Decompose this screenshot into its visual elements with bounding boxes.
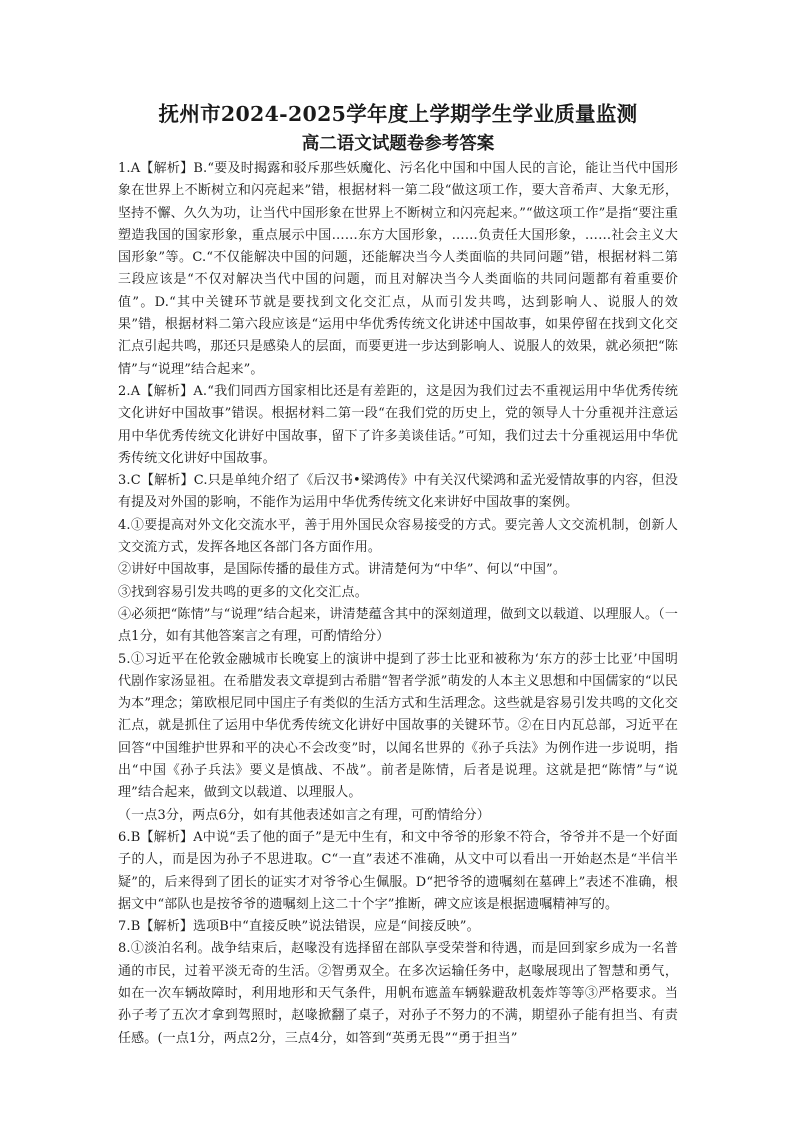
answer-sheet-page (118, 100, 678, 1050)
answer-7: 7.B【解析】选项B中“直接反映”说法错误，应是“间接反映”。 (118, 919, 480, 935)
answer-5-scoring: （一点3分，两点6分，如有其他表述如言之有理，可酌情给分） (118, 807, 490, 823)
page-subtitle: 高二语文试题卷参考答案 (301, 134, 495, 154)
answer-6: 6.B【解析】A中说“丢了他的面子”是无中生有，和文中爷爷的形象不符合，爷爷并不是一个好面子的人，而是因为孙子不思进取。C“一直”表述不准确，从文中可以看出一开始赵杰是“半信半疑”的，后来得到了团长的证实才对爷爷心生佩服。D“把爷爷的遗嘱刻在墓碑上”表述不准确，根据文中“部队也是按爷爷的遗嘱刻上这二十个字”推断，碑文应该是根据遗嘱精神写的。 (118, 829, 678, 912)
answer-4-point-3: ③找到容易引发共鸣的更多的文化交汇点。 (118, 584, 368, 600)
answer-list (118, 158, 678, 1050)
answer-8: 8.①淡泊名利。战争结束后，赵喙没有选择留在部队享受荣誉和待遇，而是回到家乡成为一名普通的市民，过着平淡无奇的生活。②智勇双全。在多次运输任务中，赵喙展现出了智慧和勇气，如在一次车辆故障时，利用地形和天气条件，用帆布遮盖车辆躲避敌机轰炸等等③严格要求。当孙子考了五次才拿到驾照时，赵喙掀翻了桌子，对孙子不努力的不满，期望孙子能有担当、有责任感。(一点1分，两点2分，三点4分，如答到“英勇无畏”“勇于担当” (118, 941, 678, 1046)
answer-4-point-4: ④必须把“陈情”与“说理”结合起来，讲清楚蕴含其中的深刻道理，做到文以载道、以理服人。（一点1分，如有其他答案言之有理，可酌情给分） (118, 606, 678, 645)
answer-3: 3.C【解析】C.只是单纯介绍了《后汉书•梁鸿传》中有关汉代梁鸿和孟光爱情故事的内容，但没有提及对外国的影响，不能作为运用中华优秀传统文化来讲好中国故事的案例。 (118, 473, 678, 511)
page-title: 抚州市2024-2025学年度上学期学生学业质量监测 (158, 102, 638, 126)
answer-5: 5.①习近平在伦敦金融城市长晚宴上的演讲中提到了莎士比亚和被称为‘东方的莎士比亚’中国明代剧作家汤显祖。在希腊发表文章提到古希腊“智者学派”萌发的人本主义思想和中国儒家的“以民为本”理念；第欧根尼同中国庄子有类似的生活方式和生活理念。这些就是容易引发共鸣的文化交汇点，就是抓住了运用中华优秀传统文化讲好中国故事的关键环节。②在日内瓦总部，习近平在回答“中国维护世界和平的决心不会改变”时，以闻名世界的《孙子兵法》为例作进一步说明，指出“中国《孙子兵法》要义是慎战、不战”。前者是陈情，后者是说理。这就是把“陈情”与“说理”结合起来，做到文以载道、以理服人。 (118, 651, 678, 801)
answer-4-point-1: 4.①要提高对外文化交流水平，善于用外国民众容易接受的方式。要完善人文交流机制，创新人文交流方式，发挥各地区各部门各方面作用。 (118, 517, 678, 556)
answer-4-point-2: ②讲好中国故事，是国际传播的最佳方式。讲清楚何为“中华”、何以“中国”。 (118, 562, 566, 578)
answer-2: 2.A【解析】A.“我们同西方国家相比还是有差距的，这是因为我们过去不重视运用中华优秀传统文化讲好中国故事”错误。根据材料二第一段“在我们党的历史上，党的领导人十分重视并注意运用中华优秀传统文化讲好中国故事，留下了许多美谈佳话。”可知，我们过去十分重视运用中华优秀传统文化讲好中国故事。 (118, 383, 678, 466)
answer-1: 1.A【解析】B.“要及时揭露和驳斥那些妖魔化、污名化中国和中国人民的言论，能让当代中国形象在世界上不断树立和闪亮起来”错，根据材料一第二段“做这项工作，要大音希声、大象无形，坚持不懈、久久为功，让当代中国形象在世界上不断树立和闪亮起来。”“做这项工作”是指“要注重塑造我国的国家形象，重点展示中国……东方大国形象，……负责任大国形象，……社会主义大国形象”等。C.“不仅能解决中国的问题，还能解决当今人类面临的共同问题”错，根据材料二第三段应该是“不仅对解决当代中国的问题，而且对解决当今人类面临的共同问题都有着重要价值”。D.“其中关键环节就是要找到文化交汇点，从而引发共鸣，达到影响人、说服人的效果”错，根据材料二第六段应该是“运用中华优秀传统文化讲述中国故事，如果停留在找到文化交汇点引起共鸣，那还只是感染人的层面，而要更进一步达到影响人、说服人的效果，就必须把“陈情”与“说理”结合起来”。 (118, 161, 678, 377)
